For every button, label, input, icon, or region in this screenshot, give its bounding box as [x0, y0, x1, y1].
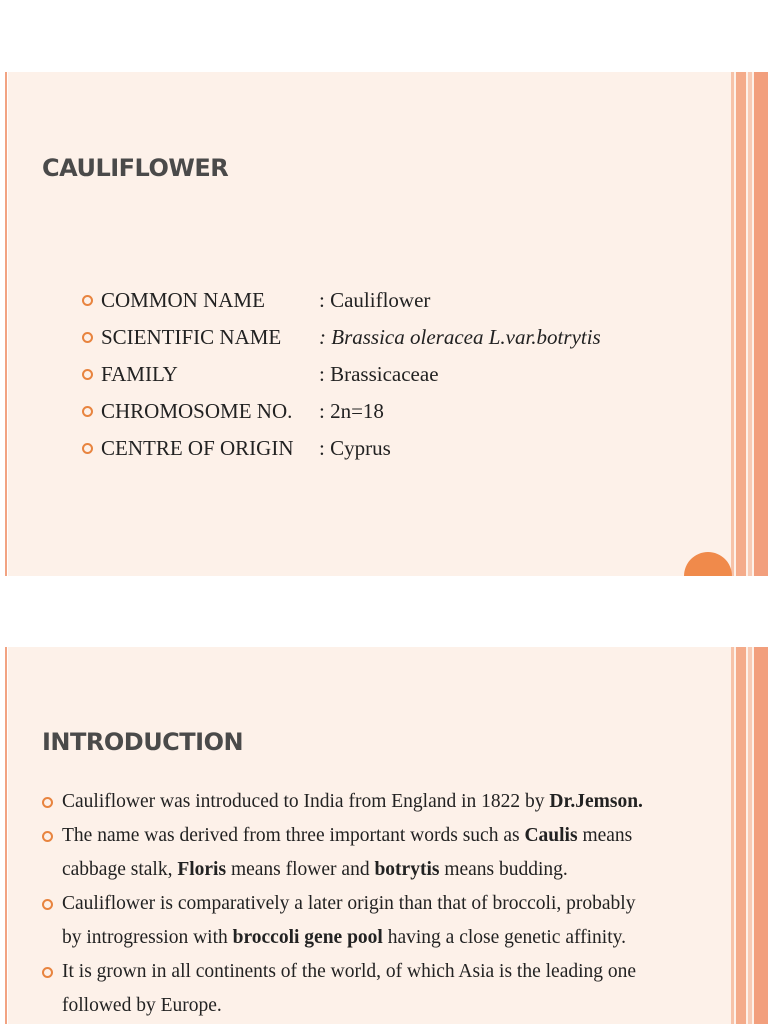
bullet-icon [42, 899, 53, 910]
bullet-icon [82, 295, 93, 306]
info-list [82, 282, 601, 467]
slide-title: INTRODUCTION [42, 728, 244, 756]
slide-left-border [0, 647, 8, 1024]
item-value: : 2n=18 [319, 399, 384, 423]
list-item [42, 955, 652, 1023]
decorative-circle [684, 552, 732, 576]
list-item [42, 785, 652, 819]
bullet-icon [82, 332, 93, 343]
list-item [82, 319, 601, 356]
point-text: Cauliflower was introduced to India from England in 1822 by [62, 791, 550, 812]
item-label: COMMON NAME [101, 288, 265, 312]
slide-introduction [0, 647, 768, 1024]
point-bold: Floris [177, 859, 227, 880]
list-item [42, 819, 652, 887]
list-item [42, 887, 652, 955]
slide-right-stripes [731, 647, 768, 1024]
item-label: CHROMOSOME NO. [101, 399, 293, 423]
point-text: The name was derived from three important words such as [62, 825, 525, 846]
list-item [82, 282, 601, 319]
point-bold: Dr.Jemson. [549, 791, 643, 812]
slide-cauliflower [0, 72, 768, 576]
slide-title: CAULIFLOWER [42, 154, 229, 182]
point-text: It is grown in all continents of the world, of which Asia is the leading one followed by Europe. [62, 961, 637, 1016]
slide-left-border [0, 72, 8, 576]
slide-right-stripes [731, 72, 768, 576]
item-label: CENTRE OF ORIGIN [101, 436, 294, 460]
item-value: : Brassicaceae [319, 362, 439, 386]
point-bold: Caulis [524, 825, 578, 846]
item-value: : Cauliflower [319, 288, 431, 312]
bullet-icon [42, 967, 53, 978]
point-text: having a close genetic affinity. [382, 927, 626, 948]
point-text: means flower and [226, 859, 375, 880]
point-text: means budding. [439, 859, 568, 880]
point-text: Cauliflower is comparatively a later origin than that of broccoli, probably by introgression with [62, 893, 636, 948]
bullet-icon [82, 443, 93, 454]
item-value: : Brassica oleracea L.var.botrytis [319, 325, 601, 349]
point-bold: broccoli gene pool [232, 927, 383, 948]
point-bold: botrytis [374, 859, 440, 880]
list-item [82, 393, 601, 430]
intro-list [42, 785, 652, 1023]
item-value: : Cyprus [319, 436, 391, 460]
item-label: SCIENTIFIC NAME [101, 325, 282, 349]
bullet-icon [82, 406, 93, 417]
item-label: FAMILY [101, 362, 178, 386]
list-item [82, 430, 601, 467]
bullet-icon [82, 369, 93, 380]
point-text: means cabbage stalk, [62, 825, 633, 880]
list-item [82, 356, 601, 393]
bullet-icon [42, 797, 53, 808]
bullet-icon [42, 831, 53, 842]
